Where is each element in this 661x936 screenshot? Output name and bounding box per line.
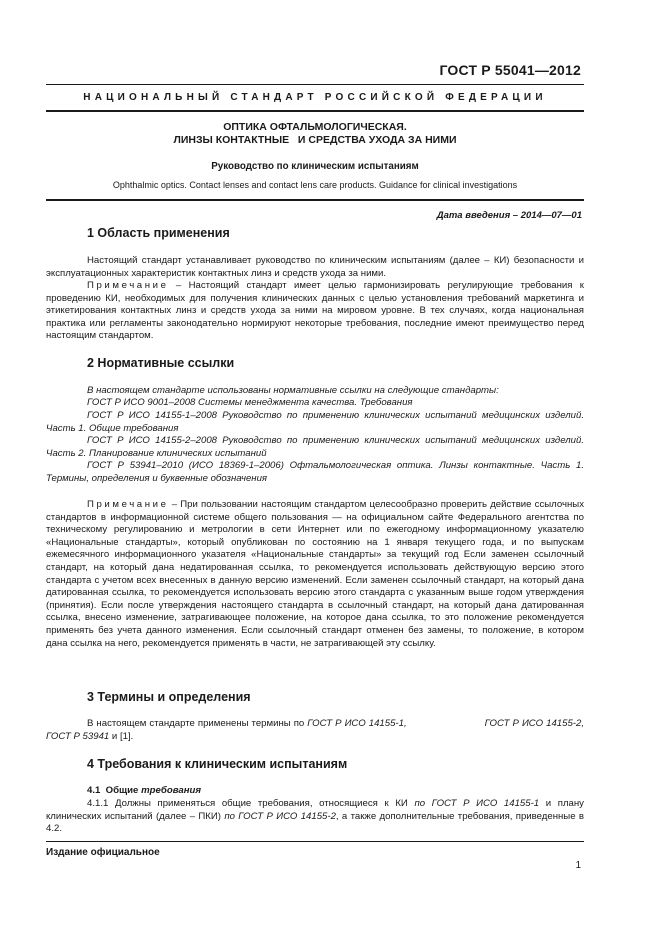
terms-text-end: и [1]. (109, 730, 134, 742)
page-number: 1 (575, 860, 581, 871)
section-3-heading: 3 Термины и определения (87, 690, 251, 704)
p411-text-a: 4.1.1 Должны применяться общие требования, относящиеся к КИ (87, 798, 415, 809)
document-subtitle: Руководство по клиническим испытаниям (211, 161, 419, 172)
paragraph-4-1-1 (46, 798, 584, 836)
terms-text: В настоящем стандарте применены термины по (87, 718, 308, 729)
section-1-note (46, 280, 584, 343)
standard-title: НАЦИОНАЛЬНЫЙ СТАНДАРТ РОССИЙСКОЙ ФЕДЕРАЦИИ (83, 92, 547, 103)
section-2-note (46, 499, 584, 650)
section-2-heading: 2 Нормативные ссылки (87, 356, 235, 370)
section-1-heading: 1 Область применения (87, 226, 230, 240)
section-1-paragraph: Настоящий стандарт устанавливает руководство по клиническим испытаниям (далее – КИ) безопасности и эксплуатационных характеристик контактных линз и средств ухода за ними. (46, 255, 584, 279)
document-title-line1: ОПТИКА ОФТАЛЬМОЛОГИЧЕСКАЯ. (223, 121, 407, 133)
footer-rule (46, 841, 584, 842)
subsection-number: 4.1 Общие (87, 785, 142, 796)
subsection-4-1-heading (46, 785, 584, 798)
edition-label: Издание официальное (46, 847, 160, 858)
subtitle-rule (46, 199, 584, 201)
note-text: – При пользовании настоящим стандартом целесообразно проверить действие ссылочных стандартов в информационной системе общего пользования — на официальном сайте Федерального агентства по техническому регулированию и метрологии в сети Интернет или по ежегодному информационному указателю «Национальные стандарты», который опубликован по состоянию на 1 января текущего года, и по выпускам ежемесячного информационного указателя «Национальные стандарты» за текущий год Если заменен ссылочный стандарт, на который дана недатированная ссылка, то рекомендуется использовать действующую версию этого стандарта с учетом всех внесенных в данную версию изменений. Если заменен ссылочный стандарт, на который дана датированная ссылка, то рекомендуется использовать версию этого стандарта с указанным выше годом утверждения (принятия). Если после утверждения настоящего стандарта в ссылочный стандарт, на который дана датированная ссылка, внесено изменение, затрагивающее положение, на которое дана ссылка, то это положение рекомендуется применять без учета данного изменения. Если ссылочный стандарт отменен без замены, то положение, в котором дана ссылка на него, рекомендуется применять в части, не затрагивающей эту ссылку. (46, 499, 584, 649)
document-title (46, 121, 584, 147)
section-3-paragraph (46, 718, 584, 743)
note-text: – Настоящий стандарт имеет целью гармонизировать регулирующие требования к проведению КИ, необходимых для получения клинических данных с целью установления требований маркетинга и этикетирования контактных линз и средств ухода за ними на мировом уровне. В тех случаях, когда национальная практика или регламенты законодательно нормируют некоторые требования, последние имеют преимущество перед настоящим стандартом. (46, 280, 584, 342)
terms-ref-others: ГОСТ Р ИСО 14155-2, ГОСТ Р 53941 (46, 718, 585, 742)
p411-ref-14155-2: по ГОСТ Р ИСО 14155-2 (224, 810, 336, 822)
document-title-line2: ЛИНЗЫ КОНТАКТНЫЕ И СРЕДСТВА УХОДА ЗА НИМИ (173, 134, 457, 146)
section-4-heading: 4 Требования к клиническим испытаниям (87, 757, 348, 771)
introduction-date: Дата введения – 2014—07—01 (436, 210, 582, 221)
ref-iso-14155-1: ГОСТ Р ИСО 14155-1–2008 Руководство по применению клинических испытаний медицинских изделий. Часть 1. Общие требования (46, 410, 584, 434)
note-label: Примечание (87, 280, 169, 291)
p411-text-c: , а также дополнительные требования, приведенные в 4.2. (46, 810, 584, 835)
ref-iso-9001: ГОСТ Р ИСО 9001–2008 Системы менеджмента качества. Требования (87, 397, 413, 408)
refs-intro: В настоящем стандарте использованы нормативные ссылки на следующие стандарты: (87, 385, 499, 396)
p411-ref-14155-1: по ГОСТ Р ИСО 14155-1 (414, 798, 540, 809)
english-title: Ophthalmic optics. Contact lenses and contact lens care products. Guidance for clinical investigations (112, 180, 518, 190)
ref-gost-53941: ГОСТ Р 53941–2010 (ИСО 18369-1–2006) Офтальмологическая оптика. Линзы контактные. Часть 1. Термины, определения и буквенные обозначения (46, 460, 584, 484)
note-label: Примечание (87, 499, 169, 510)
ref-iso-14155-2: ГОСТ Р ИСО 14155-2–2008 Руководство по применению клинических испытаний медицинских изделий. Часть 2. Планирование клинических испытаний (46, 435, 584, 459)
gost-code: ГОСТ Р 55041—2012 (439, 62, 581, 78)
terms-ref-14155-1: ГОСТ Р ИСО 14155-1, (307, 718, 407, 729)
top-rule (46, 84, 584, 85)
subsection-title: требования (141, 785, 202, 796)
title-rule (46, 110, 584, 112)
p411-text-b: и плану клинических испытаний (далее – ПКИ) (46, 798, 584, 822)
